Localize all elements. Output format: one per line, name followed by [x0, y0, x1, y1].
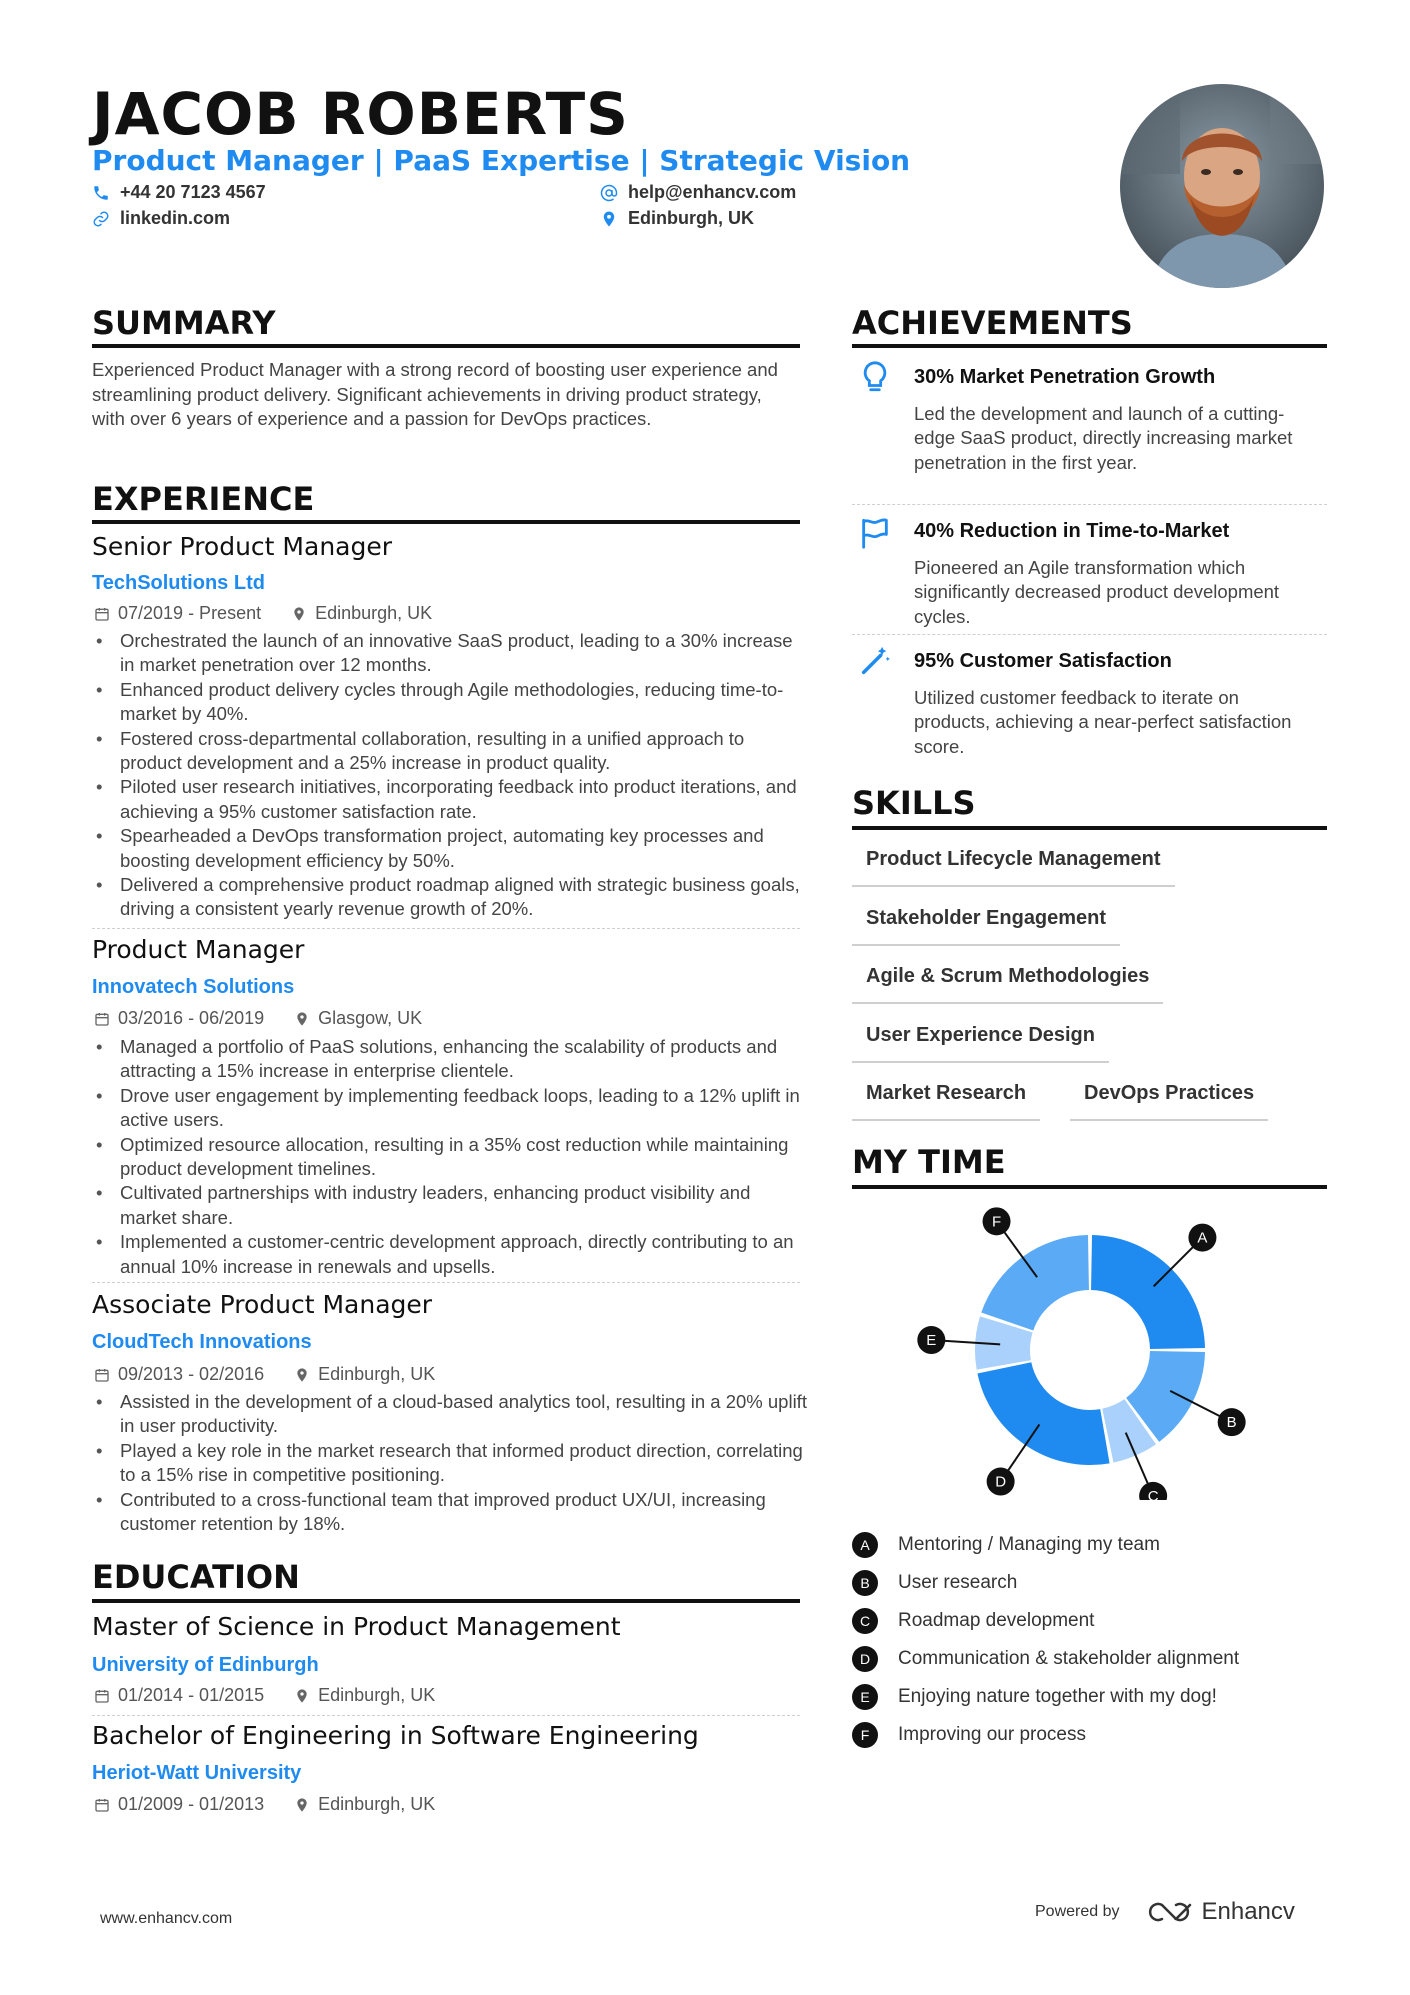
contact-linkedin[interactable] — [92, 208, 230, 229]
legend-key: F — [852, 1722, 878, 1748]
candidate-name: JACOB ROBERTS — [92, 80, 629, 148]
legend-label: Mentoring / Managing my team — [898, 1534, 1160, 1555]
bullet-item: • Spearheaded a DevOps transformation project, automating key processes and boosting development efficiency by 50%. — [92, 824, 807, 873]
location-pin-icon — [291, 606, 307, 622]
legend-key: B — [852, 1570, 878, 1596]
job-dates: 07/2019 - Present — [118, 603, 262, 623]
legend-label: Communication & stakeholder alignment — [898, 1648, 1240, 1669]
education-dates: 01/2014 - 01/2015 — [118, 1685, 265, 1705]
entry-divider — [92, 928, 800, 929]
job-bullets — [92, 629, 807, 922]
legend-row — [852, 1570, 1017, 1596]
brand-name: Enhancv — [1201, 1898, 1295, 1925]
location-text: Edinburgh, UK — [628, 208, 754, 228]
legend-key: A — [852, 1532, 878, 1558]
bullet-item: • Delivered a comprehensive product roadmap aligned with strategic business goals, driving a consistent yearly revenue growth of 20%. — [92, 873, 807, 922]
job-meta — [94, 1008, 422, 1029]
donut-label-text: E — [926, 1332, 937, 1350]
bullet-item: • Piloted user research initiatives, incorporating feedback into product iterations, and achieving a 95% customer satisfaction rate. — [92, 775, 807, 824]
achievement-desc: Pioneered an Agile transformation which significantly decreased product development cycles. — [914, 557, 1280, 627]
entry-divider — [852, 634, 1327, 635]
footer-branding — [1035, 1898, 1295, 1926]
my-time-divider — [852, 1185, 1327, 1189]
skills-heading: SKILLS — [852, 784, 976, 822]
education-dates: 01/2009 - 01/2013 — [118, 1794, 265, 1814]
profile-photo — [1120, 84, 1324, 288]
job-meta — [94, 603, 432, 624]
contact-location — [600, 208, 754, 229]
degree-title: Bachelor of Engineering in Software Engineering — [92, 1721, 699, 1750]
legend-label: Improving our process — [898, 1724, 1086, 1745]
bullet-item: • Played a key role in the market research that informed product direction, correlating to a 15% rise in competitive positioning. — [92, 1439, 807, 1488]
achievement-title: 30% Market Penetration Growth — [914, 366, 1216, 388]
calendar-icon — [94, 606, 110, 622]
bullet-item: • Orchestrated the launch of an innovative SaaS product, leading to a 30% increase in market penetration over 12 months. — [92, 629, 807, 678]
phone-icon — [92, 184, 110, 202]
company-name: Innovatech Solutions — [92, 976, 295, 998]
job-location: Edinburgh, UK — [315, 603, 433, 623]
legend-label: Roadmap development — [898, 1610, 1095, 1631]
legend-label: Enjoying nature together with my dog! — [898, 1686, 1217, 1707]
contact-email[interactable] — [600, 182, 796, 203]
my-time-heading: MY TIME — [852, 1143, 1006, 1181]
education-meta — [94, 1794, 435, 1815]
flag-icon — [858, 516, 892, 550]
location-pin-icon — [294, 1367, 310, 1383]
bullet-item: • Managed a portfolio of PaaS solutions, enhancing the scalability of products and attracting a 15% increase in enterprise clientele. — [92, 1035, 807, 1084]
achievement-desc: Led the development and launch of a cutting-edge SaaS product, directly increasing market penetration in the first year. — [914, 403, 1293, 473]
entry-divider — [92, 1715, 800, 1716]
legend-row — [852, 1722, 1086, 1748]
job-location: Edinburgh, UK — [318, 1364, 436, 1384]
legend-row — [852, 1684, 1217, 1710]
location-pin-icon — [294, 1011, 310, 1027]
legend-row — [852, 1532, 1160, 1558]
my-time-donut-chart — [890, 1200, 1290, 1500]
donut-label-text: B — [1226, 1414, 1237, 1432]
skills-divider — [852, 826, 1327, 830]
location-pin-icon — [600, 210, 618, 228]
lightbulb-icon — [858, 360, 892, 394]
bullet-item: • Enhanced product delivery cycles through Agile methodologies, reducing time-to-market by 40%. — [92, 678, 807, 727]
bullet-item: • Implemented a customer-centric development approach, directly contributing to an annual 10% increase in renewals and upsells. — [92, 1230, 807, 1279]
skill-tag: Market Research — [852, 1082, 1040, 1121]
experience-heading: EXPERIENCE — [92, 480, 315, 518]
donut-label-text: A — [1197, 1229, 1208, 1247]
powered-by-text: Powered by — [1035, 1903, 1120, 1920]
school-name: University of Edinburgh — [92, 1654, 319, 1676]
entry-divider — [852, 504, 1327, 505]
summary-divider — [92, 344, 800, 348]
skill-tag: User Experience Design — [852, 1024, 1109, 1063]
legend-row — [852, 1608, 1094, 1634]
legend-key: D — [852, 1646, 878, 1672]
calendar-icon — [94, 1011, 110, 1027]
achievements-heading: ACHIEVEMENTS — [852, 304, 1133, 342]
education-location: Edinburgh, UK — [318, 1794, 436, 1814]
footer-website[interactable]: www.enhancv.com — [100, 1910, 233, 1927]
enhancv-logo — [1146, 1898, 1295, 1926]
job-title: Associate Product Manager — [92, 1290, 433, 1319]
entry-divider — [92, 1282, 800, 1283]
job-bullets — [92, 1035, 807, 1279]
skill-tag: Product Lifecycle Management — [852, 848, 1175, 887]
achievements-divider — [852, 344, 1327, 348]
job-title: Senior Product Manager — [92, 532, 393, 561]
skill-tag: Stakeholder Engagement — [852, 907, 1120, 946]
achievement-desc: Utilized customer feedback to iterate on products, achieving a near-perfect satisfaction score. — [914, 687, 1292, 757]
degree-title: Master of Science in Product Management — [92, 1612, 621, 1641]
bullet-item: • Contributed to a cross-functional team that improved product UX/UI, increasing customer retention by 18%. — [92, 1488, 807, 1537]
achievement-title: 95% Customer Satisfaction — [914, 650, 1172, 672]
magic-wand-icon — [858, 644, 892, 678]
skill-tag: Agile & Scrum Methodologies — [852, 965, 1163, 1004]
donut-label-text: C — [1147, 1487, 1159, 1500]
location-pin-icon — [294, 1797, 310, 1813]
calendar-icon — [94, 1797, 110, 1813]
summary-text: Experienced Product Manager with a strong record of boosting user experience and streamlining product delivery. Significant achievements in driving product strategy, with over 6 years of experience and a passion for DevOps practices. — [92, 359, 778, 429]
company-name: TechSolutions Ltd — [92, 572, 265, 594]
company-name: CloudTech Innovations — [92, 1331, 312, 1353]
bullet-item: • Optimized resource allocation, resulting in a 35% cost reduction while maintaining product development timelines. — [92, 1133, 807, 1182]
skill-tag: DevOps Practices — [1070, 1082, 1268, 1121]
phone-text: +44 20 7123 4567 — [120, 182, 266, 202]
calendar-icon — [94, 1367, 110, 1383]
legend-row — [852, 1646, 1239, 1672]
bullet-item: • Assisted in the development of a cloud-based analytics tool, resulting in a 20% uplift in user productivity. — [92, 1390, 807, 1439]
location-pin-icon — [294, 1688, 310, 1704]
job-dates: 09/2013 - 02/2016 — [118, 1364, 265, 1384]
job-dates: 03/2016 - 06/2019 — [118, 1008, 265, 1028]
enhancv-logo-icon — [1146, 1900, 1192, 1924]
school-name: Heriot-Watt University — [92, 1762, 302, 1784]
candidate-tagline: Product Manager | PaaS Expertise | Strategic Vision — [92, 144, 911, 177]
donut-label-text: F — [991, 1213, 1002, 1231]
contact-phone — [92, 182, 266, 203]
calendar-icon — [94, 1688, 110, 1704]
experience-divider — [92, 520, 800, 524]
link-icon — [92, 210, 110, 228]
education-divider — [92, 1599, 800, 1603]
email-text: help@enhancv.com — [628, 182, 797, 202]
education-heading: EDUCATION — [92, 1558, 300, 1596]
legend-label: User research — [898, 1572, 1018, 1593]
linkedin-text: linkedin.com — [120, 208, 231, 228]
legend-key: C — [852, 1608, 878, 1634]
education-meta — [94, 1685, 435, 1706]
achievement-title: 40% Reduction in Time-to-Market — [914, 520, 1230, 542]
at-icon — [600, 184, 618, 202]
job-title: Product Manager — [92, 935, 305, 964]
job-meta — [94, 1364, 435, 1385]
bullet-item: • Cultivated partnerships with industry leaders, enhancing product visibility and market share. — [92, 1181, 807, 1230]
legend-key: E — [852, 1684, 878, 1710]
education-location: Edinburgh, UK — [318, 1685, 436, 1705]
donut-label-text: D — [995, 1473, 1007, 1491]
donut-slice-f — [981, 1235, 1089, 1330]
summary-heading: SUMMARY — [92, 304, 276, 342]
job-bullets — [92, 1390, 807, 1536]
job-location: Glasgow, UK — [318, 1008, 423, 1028]
donut-slice-d — [977, 1362, 1109, 1465]
bullet-item: • Drove user engagement by implementing feedback loops, leading to a 12% uplift in active users. — [92, 1084, 807, 1133]
bullet-item: • Fostered cross-departmental collaboration, resulting in a unified approach to product development and a 25% increase in product quality. — [92, 727, 807, 776]
